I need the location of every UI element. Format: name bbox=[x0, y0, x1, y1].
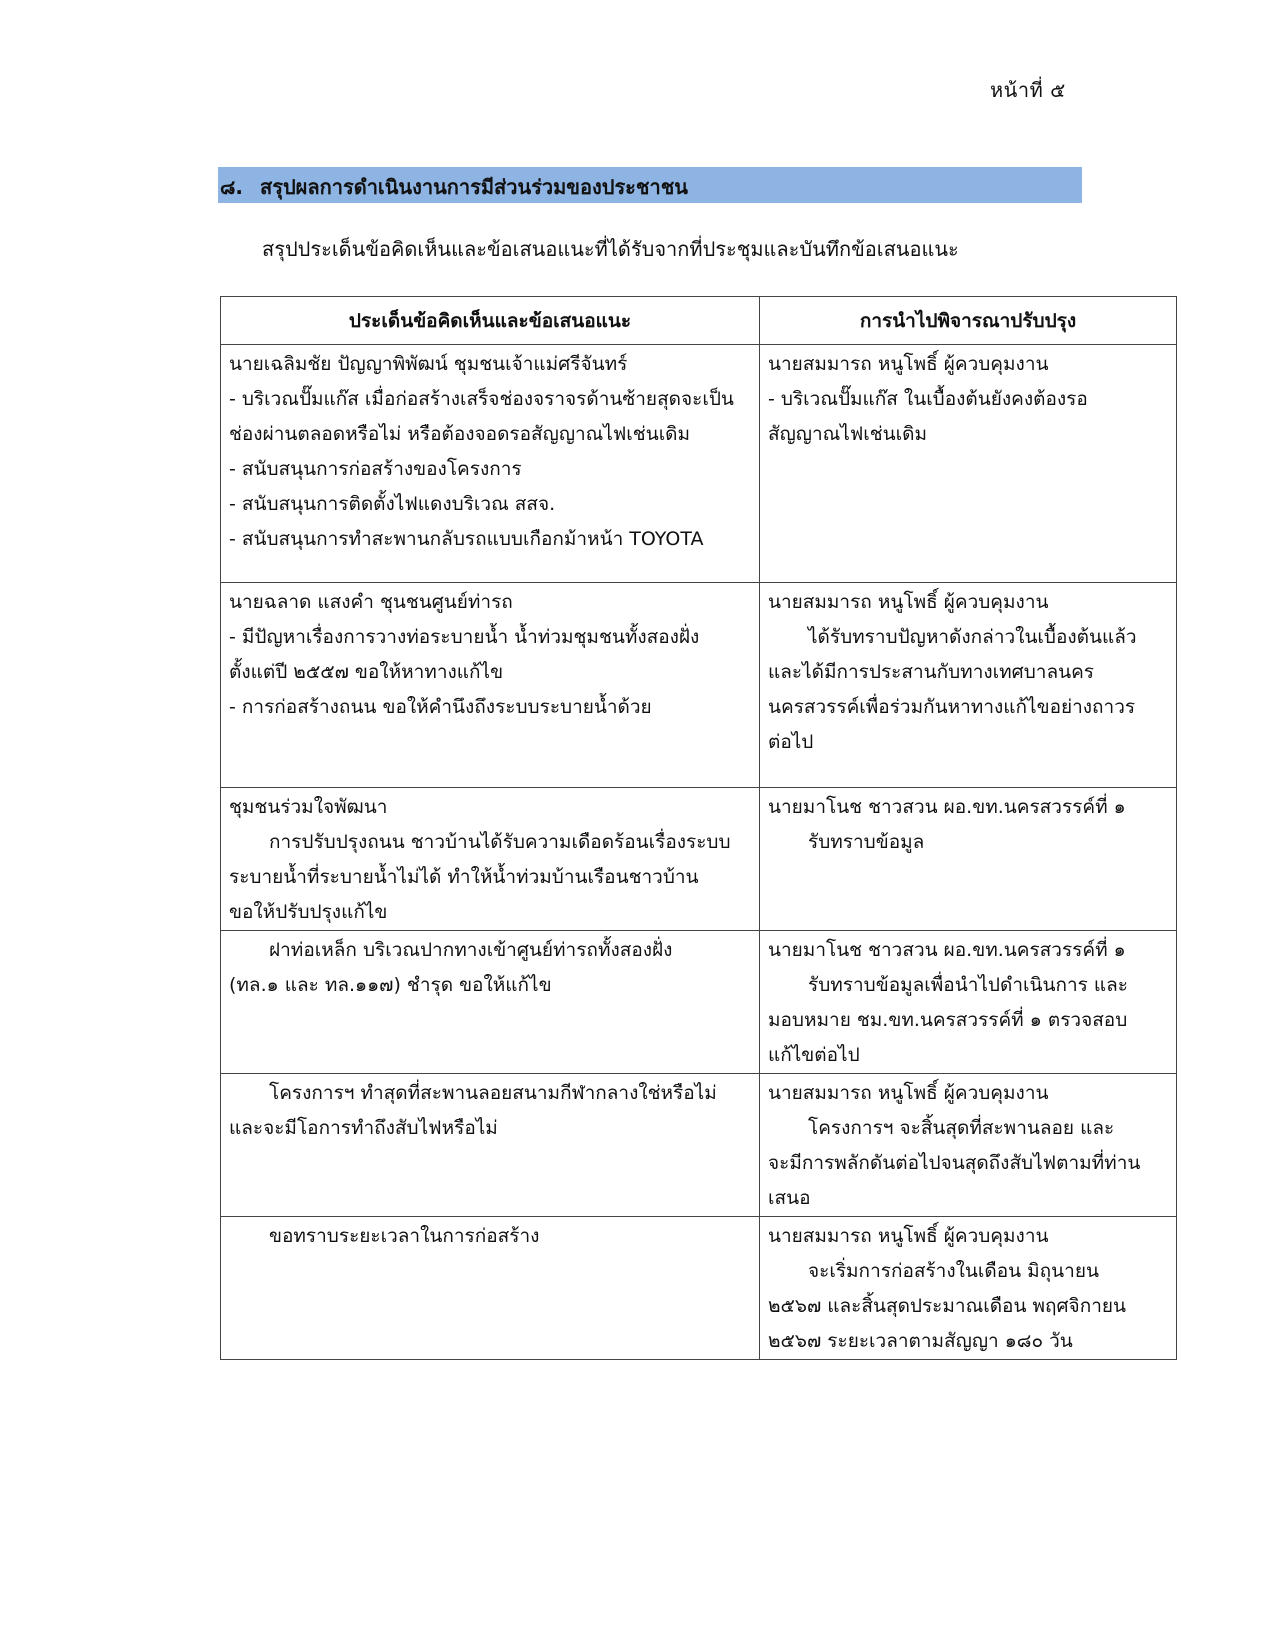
response-cell bbox=[760, 788, 1177, 931]
issue-line: และจะมีโอการทำถึงสับไฟหรือไม่ bbox=[229, 1117, 498, 1139]
response-line: นายสมมารถ หนูโพธิ์ ผู้ควบคุมงาน bbox=[768, 1082, 1049, 1104]
section-title: สรุปผลการดำเนินงานการมีส่วนร่วมของประชาชน bbox=[260, 175, 688, 199]
intro-paragraph: สรุปประเด็นข้อคิดเห็นและข้อเสนอแนะที่ได้รับจากที่ประชุมและบันทึกข้อเสนอแนะ bbox=[262, 237, 959, 261]
issue-cell bbox=[221, 931, 760, 1074]
response-line: ได้รับทราบปัญหาดังกล่าวในเบื้องต้นแล้ว bbox=[808, 626, 1137, 648]
issue-cell bbox=[221, 1217, 760, 1360]
comment-summary-table bbox=[220, 296, 1177, 1360]
section-number: ๘. bbox=[220, 175, 244, 199]
response-cell bbox=[760, 345, 1177, 583]
page-number: หน้าที่ ๕ bbox=[990, 78, 1066, 102]
header-response: การนำไปพิจารณาปรับปรุง bbox=[760, 297, 1177, 345]
issue-line: ระบายน้ำที่ระบายน้ำไม่ได้ ทำให้น้ำท่วมบ้านเรือนชาวบ้าน bbox=[229, 866, 699, 888]
response-line: จะมีการพลักดันต่อไปจนสุดถึงสับไฟตามที่ท่าน bbox=[768, 1152, 1141, 1174]
issue-line: - บริเวณปั๊มแก๊ส เมื่อก่อสร้างเสร็จช่องจราจรด้านซ้ายสุดจะเป็น bbox=[229, 388, 734, 410]
response-line: ๒๕๖๗ และสิ้นสุดประมาณเดือน พฤศจิกายน bbox=[768, 1295, 1126, 1317]
issue-line: โครงการฯ ทำสุดที่สะพานลอยสนามกีฬากลางใช่หรือไม่ bbox=[269, 1082, 717, 1104]
issue-line: - การก่อสร้างถนน ขอให้คำนึงถึงระบบระบายน้ำด้วย bbox=[229, 696, 652, 718]
response-cell bbox=[760, 1074, 1177, 1217]
section-heading bbox=[218, 167, 1082, 203]
table-row bbox=[221, 1217, 1177, 1360]
response-line: นายมาโนช ชาวสวน ผอ.ขท.นครสวรรค์ที่ ๑ bbox=[768, 939, 1126, 961]
issue-line: ช่องผ่านตลอดหรือไม่ หรือต้องจอดรอสัญญาณไฟเช่นเดิม bbox=[229, 423, 691, 445]
response-line: ๒๕๖๗ ระยะเวลาตามสัญญา ๑๘๐ วัน bbox=[768, 1330, 1073, 1352]
issue-line: ชุมชนร่วมใจพัฒนา bbox=[229, 796, 388, 818]
table-row bbox=[221, 931, 1177, 1074]
response-line: นายสมมารถ หนูโพธิ์ ผู้ควบคุมงาน bbox=[768, 353, 1049, 375]
issue-line: - มีปัญหาเรื่องการวางท่อระบายน้ำ น้ำท่วมชุมชนทั้งสองฝั่ง bbox=[229, 626, 700, 648]
issue-line: การปรับปรุงถนน ชาวบ้านได้รับความเดือดร้อนเรื่องระบบ bbox=[269, 831, 731, 853]
issue-cell bbox=[221, 788, 760, 931]
table-row bbox=[221, 583, 1177, 788]
response-line: นายมาโนช ชาวสวน ผอ.ขท.นครสวรรค์ที่ ๑ bbox=[768, 796, 1126, 818]
issue-line: ตั้งแต่ปี ๒๕๕๗ ขอให้หาทางแก้ไข bbox=[229, 661, 504, 683]
table-row bbox=[221, 1074, 1177, 1217]
issue-cell bbox=[221, 583, 760, 788]
response-line: รับทราบข้อมูล bbox=[808, 831, 925, 853]
response-line: และได้มีการประสานกับทางเทศบาลนคร bbox=[768, 661, 1095, 683]
issue-cell bbox=[221, 345, 760, 583]
response-line: รับทราบข้อมูลเพื่อนำไปดำเนินการ และ bbox=[808, 974, 1128, 996]
response-cell bbox=[760, 931, 1177, 1074]
issue-line: - สนับสนุนการก่อสร้างของโครงการ bbox=[229, 458, 522, 480]
response-cell bbox=[760, 583, 1177, 788]
response-line: แก้ไขต่อไป bbox=[768, 1044, 860, 1066]
issue-line: - สนับสนุนการทำสะพานกลับรถแบบเกือกม้าหน้า TOYOTA bbox=[229, 528, 704, 550]
response-line: จะเริ่มการก่อสร้างในเดือน มิถุนายน bbox=[808, 1260, 1099, 1282]
response-line: - บริเวณปั๊มแก๊ส ในเบื้องต้นยังคงต้องรอ bbox=[768, 388, 1088, 410]
issue-cell bbox=[221, 1074, 760, 1217]
issue-line: ขอทราบระยะเวลาในการก่อสร้าง bbox=[269, 1225, 540, 1247]
table-header-row bbox=[221, 297, 1177, 345]
response-line: นครสวรรค์เพื่อร่วมกันหาทางแก้ไขอย่างถาวร bbox=[768, 696, 1136, 718]
issue-line: (ทล.๑ และ ทล.๑๑๗) ชำรุด ขอให้แก้ไข bbox=[229, 974, 552, 996]
response-line: มอบหมาย ชม.ขท.นครสวรรค์ที่ ๑ ตรวจสอบ bbox=[768, 1009, 1128, 1031]
response-line: นายสมมารถ หนูโพธิ์ ผู้ควบคุมงาน bbox=[768, 591, 1049, 613]
issue-line: นายเฉลิมชัย ปัญญาพิพัฒน์ ชุมชนเจ้าแม่ศรีจันทร์ bbox=[229, 353, 628, 375]
issue-line: - สนับสนุนการติดตั้งไฟแดงบริเวณ สสจ. bbox=[229, 493, 556, 515]
response-line: โครงการฯ จะสิ้นสุดที่สะพานลอย และ bbox=[808, 1117, 1115, 1139]
table-row bbox=[221, 788, 1177, 931]
response-line: สัญญาณไฟเช่นเดิม bbox=[768, 423, 928, 445]
response-line: ต่อไป bbox=[768, 731, 814, 753]
issue-line: ขอให้ปรับปรุงแก้ไข bbox=[229, 901, 388, 923]
response-cell bbox=[760, 1217, 1177, 1360]
issue-line: นายฉลาด แสงคำ ชุนชนศูนย์ท่ารถ bbox=[229, 591, 513, 613]
table-row bbox=[221, 345, 1177, 583]
response-line: เสนอ bbox=[768, 1187, 811, 1209]
issue-line: ฝาท่อเหล็ก บริเวณปากทางเข้าศูนย์ท่ารถทั้งสองฝั่ง bbox=[269, 939, 673, 961]
response-line: นายสมมารถ หนูโพธิ์ ผู้ควบคุมงาน bbox=[768, 1225, 1049, 1247]
header-issues: ประเด็นข้อคิดเห็นและข้อเสนอแนะ bbox=[221, 297, 760, 345]
